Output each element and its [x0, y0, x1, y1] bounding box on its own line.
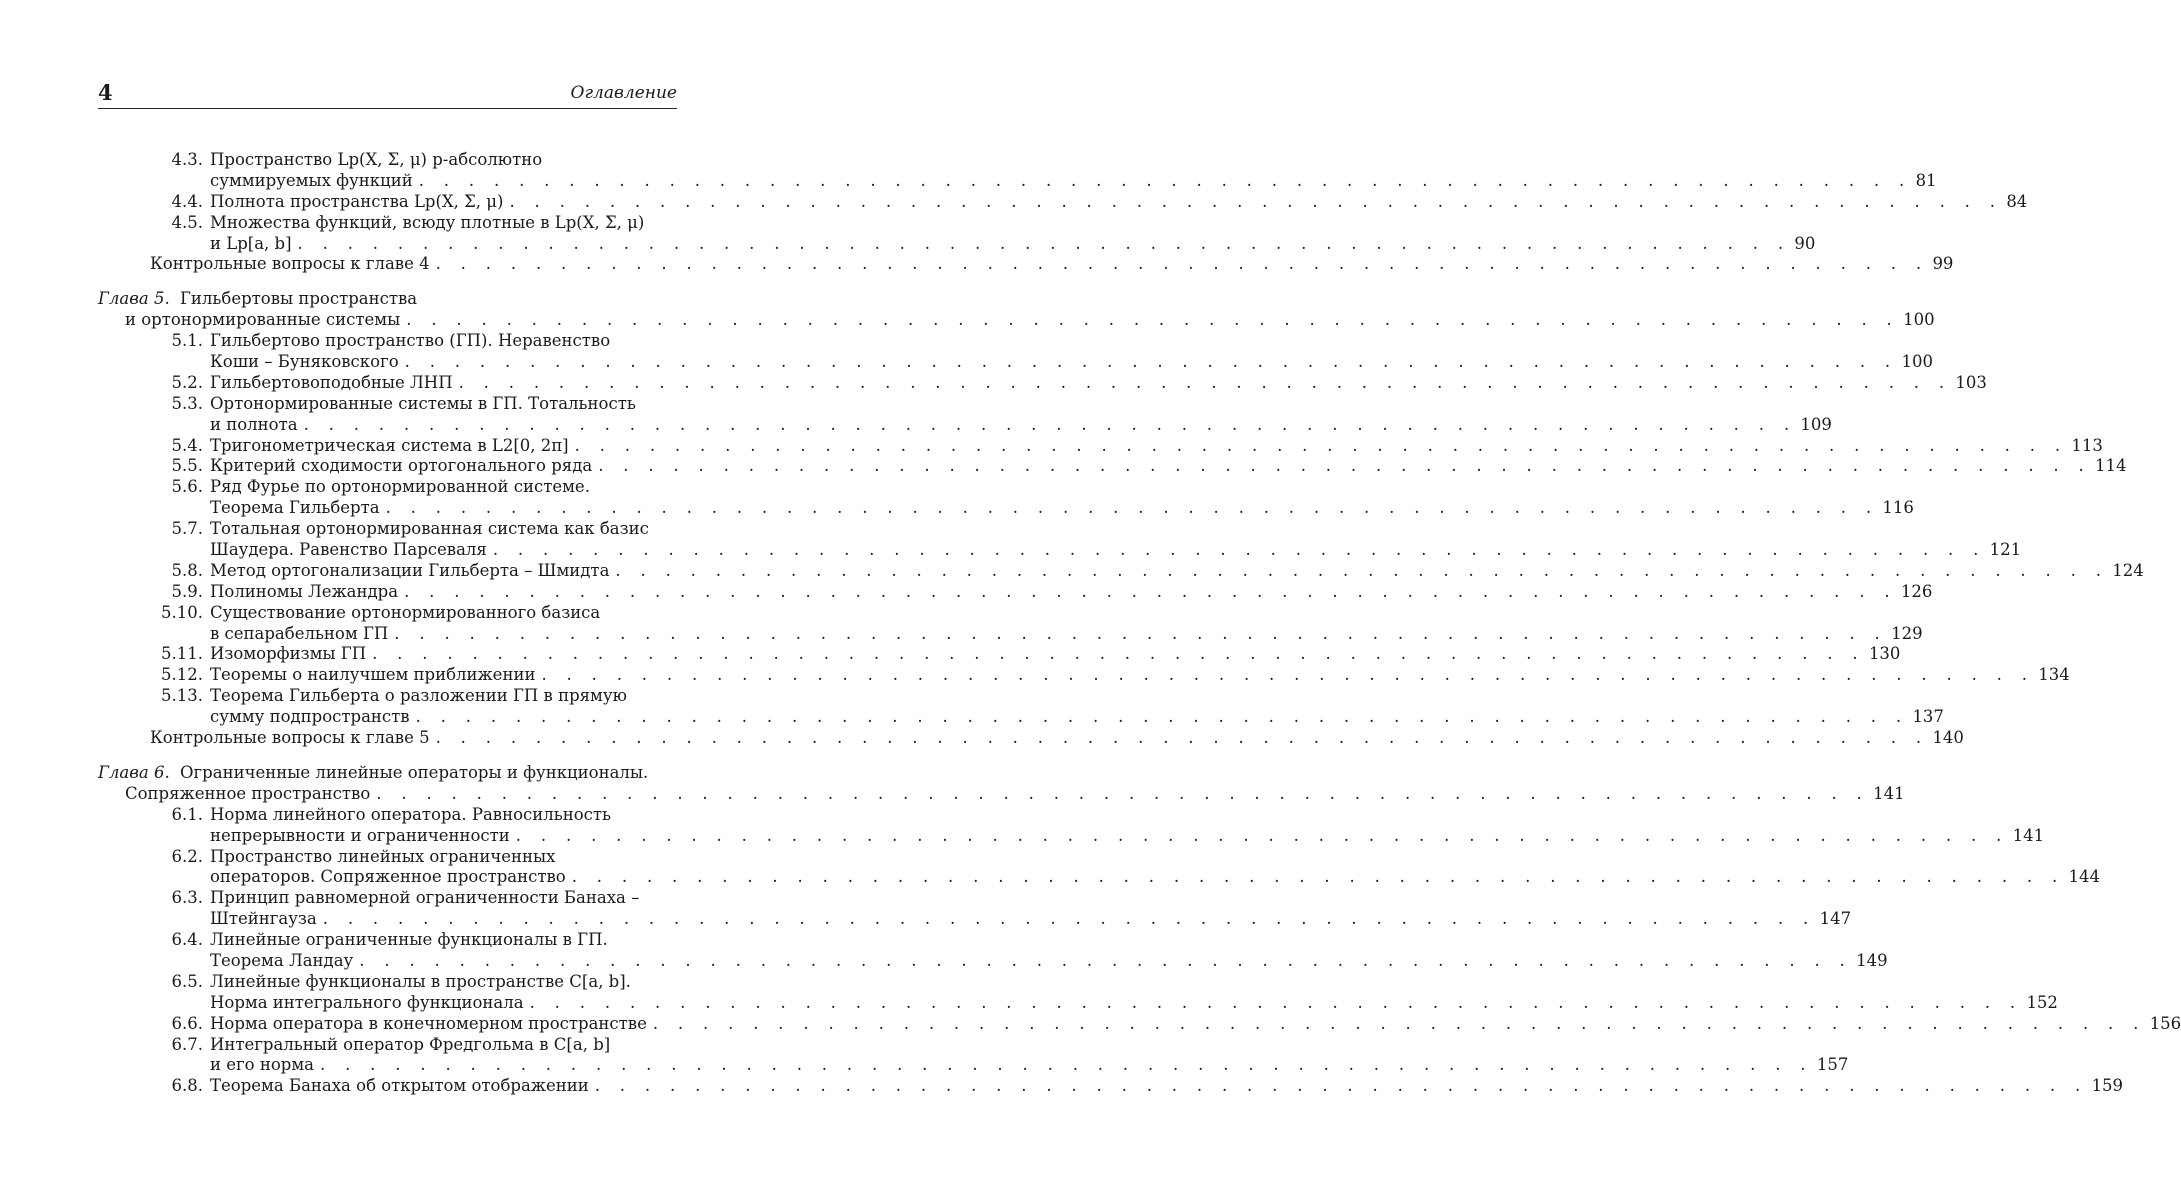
- toc-entry: [98, 1013, 2181, 1035]
- page-ref: 141: [2012, 825, 2045, 845]
- toc-leader-line: [210, 414, 1832, 436]
- page-ref: 129: [1891, 623, 1923, 643]
- toc-leader-line: [150, 728, 1964, 749]
- review-questions-title: Контрольные вопросы к главе 5: [150, 728, 430, 748]
- section-number: 6.6.: [171, 1013, 203, 1033]
- dot-leader: . . . . . . . . . . . . . . . . . . . . . . . . . . . . . . . . . . . . . . . . . . . . . . . . . . . . . . . . . . . .: [594, 1076, 2088, 1096]
- toc-entry: [98, 213, 677, 234]
- section-title: Множества функций, всюду плотные в Lp(X, Σ, μ): [210, 212, 645, 232]
- dot-leader: . . . . . . . . . . . . . . . . . . . . . . . . . . . . . . . . . . . . . . . . . . . . . . . . . . . . . . . . . . . .: [359, 950, 1853, 970]
- dot-leader: . . . . . . . . . . . . . . . . . . . . . . . . . . . . . . . . . . . . . . . . . . . . . . . . . . . . . . . . . . . .: [435, 254, 1929, 274]
- section-title: и его норма: [210, 1055, 314, 1075]
- section-title: и ортонормированные системы: [125, 310, 401, 330]
- section-title: операторов. Сопряженное пространство: [210, 867, 566, 887]
- dot-leader: . . . . . . . . . . . . . . . . . . . . . . . . . . . . . . . . . . . . . . . . . . . . . . . . . . . . . . . . . . . .: [574, 435, 2068, 455]
- section-title: в сепарабельном ГП: [210, 623, 389, 643]
- dot-leader: . . . . . . . . . . . . . . . . . . . . . . . . . . . . . . . . . . . . . . . . . . . . . . . . . . . . . . . . . . . .: [415, 707, 1909, 727]
- section-title: Пространство Lp(X, Σ, μ) p-абсолютно: [210, 150, 543, 169]
- toc-entry: [98, 435, 2103, 457]
- toc-entry: [98, 825, 2045, 847]
- toc-leader-line: [210, 909, 1852, 930]
- section-number: 5.7.: [171, 519, 203, 539]
- dot-leader: . . . . . . . . . . . . . . . . . . . . . . . . . . . . . . . . . . . . . . . . . . . . . . . . . . . . . . . . . . . .: [492, 540, 1986, 560]
- section-title: Теорема Гильберта: [210, 498, 380, 518]
- dot-leader: . . . . . . . . . . . . . . . . . . . . . . . . . . . . . . . . . . . . . . . . . . . . . . . . . . . . . . . . . . . .: [509, 191, 2003, 211]
- dot-leader: . . . . . . . . . . . . . . . . . . . . . . . . . . . . . . . . . . . . . . . . . . . . . . . . . . . . . . . . . . . .: [320, 1055, 1813, 1075]
- section-title: Коши – Буняковского: [210, 352, 399, 372]
- section-number: 5.9.: [171, 581, 203, 601]
- toc-entry: [98, 477, 677, 498]
- toc-entry: [98, 581, 1933, 603]
- toc-leader-line: [210, 581, 1933, 603]
- toc-entry: [98, 909, 1852, 930]
- chapter-label: Глава 5.: [98, 289, 170, 309]
- page-ref: 149: [1856, 950, 1888, 970]
- section-title: Ортонормированные системы в ГП. Тотальность: [210, 393, 636, 413]
- toc-leader-line: [210, 825, 2045, 847]
- toc-entry: [98, 623, 1923, 645]
- page-ref: 114: [2095, 456, 2127, 476]
- section-number: 5.13.: [161, 686, 203, 706]
- toc-entry: [98, 950, 1888, 972]
- section-number: 5.11.: [161, 644, 203, 664]
- page-number: 4: [98, 80, 113, 105]
- dot-leader: . . . . . . . . . . . . . . . . . . . . . . . . . . . . . . . . . . . . . . . . . . . . . . . . . . . . . . . . . . . .: [529, 992, 2023, 1012]
- section-number: 6.5.: [171, 971, 203, 991]
- section-number: 5.6.: [171, 477, 203, 497]
- dot-leader: . . . . . . . . . . . . . . . . . . . . . . . . . . . . . . . . . . . . . . . . . . . . . . . . . . . . . . . . . . . .: [303, 414, 1797, 434]
- section-title: Полнота пространства Lp(X, Σ, μ): [210, 191, 504, 211]
- page-ref: 152: [2026, 992, 2058, 1012]
- chapter-title: Гильбертовы пространства: [180, 289, 418, 309]
- dot-leader: . . . . . . . . . . . . . . . . . . . . . . . . . . . . . . . . . . . . . . . . . . . . . . . . . . . . . . . . . . . .: [385, 498, 1879, 518]
- page-ref: 134: [2038, 665, 2070, 685]
- toc-leader-line: [210, 950, 1888, 972]
- toc-leader-line: [210, 665, 2070, 686]
- section-title: Шаудера. Равенство Парсеваля: [210, 540, 487, 560]
- toc-entry: [98, 352, 1933, 373]
- toc-entry: [98, 191, 2028, 213]
- toc-entry: [98, 707, 1944, 728]
- section-title: и Lp[a, b]: [210, 233, 292, 253]
- toc-entry: [98, 331, 677, 352]
- toc-entry: [98, 972, 677, 993]
- toc-leader-line: [210, 170, 1937, 192]
- toc-entry: [98, 233, 1816, 255]
- page-ref: 103: [1955, 372, 1987, 392]
- section-number: 4.4.: [171, 191, 203, 211]
- page-ref: 84: [2006, 191, 2028, 211]
- dot-leader: . . . . . . . . . . . . . . . . . . . . . . . . . . . . . . . . . . . . . . . . . . . . . . . . . . . . . . . . . . . .: [406, 310, 1900, 330]
- section-number: 6.1.: [171, 804, 203, 824]
- section-title: сумму подпространств: [210, 707, 410, 727]
- toc-entry: [98, 1076, 2124, 1097]
- dot-leader: . . . . . . . . . . . . . . . . . . . . . . . . . . . . . . . . . . . . . . . . . . . . . . . . . . . . . . . . . . . .: [404, 352, 1898, 372]
- section-number: 5.12.: [161, 665, 203, 685]
- page-ref: 141: [1873, 783, 1905, 803]
- page-ref: 100: [1903, 310, 1935, 330]
- section-title: Полиномы Лежандра: [210, 581, 399, 601]
- toc-entry: [98, 847, 677, 868]
- toc-leader-line: [210, 1076, 2124, 1097]
- section-title: Принцип равномерной ограниченности Банаха –: [210, 888, 640, 908]
- toc-entry: [98, 1055, 1849, 1076]
- dot-leader: . . . . . . . . . . . . . . . . . . . . . . . . . . . . . . . . . . . . . . . . . . . . . . . . . . . . . . . . . . . .: [652, 1013, 2146, 1033]
- toc-leader-line: [210, 191, 2028, 213]
- toc-entry: [98, 456, 2127, 477]
- page-ref: 130: [1868, 644, 1901, 664]
- page-ref: 137: [1912, 707, 1944, 727]
- toc-leader-line: [210, 623, 1923, 645]
- toc-gap: [98, 749, 677, 763]
- dot-leader: . . . . . . . . . . . . . . . . . . . . . . . . . . . . . . . . . . . . . . . . . . . . . . . . . . . . . . . . . . . .: [297, 233, 1791, 253]
- toc-leader-line: [210, 560, 2144, 582]
- toc-entry: [98, 560, 2144, 582]
- section-number: 4.3.: [171, 150, 203, 169]
- section-title: Теоремы о наилучшем приближении: [210, 665, 536, 685]
- dot-leader: . . . . . . . . . . . . . . . . . . . . . . . . . . . . . . . . . . . . . . . . . . . . . . . . . . . . . . . . . . . .: [435, 728, 1929, 748]
- section-title: Изоморфизмы ГП: [210, 644, 367, 664]
- page-ref: 99: [1932, 254, 1954, 274]
- chapter-title: Ограниченные линейные операторы и функционалы.: [180, 762, 649, 782]
- section-number: 5.3.: [171, 393, 203, 413]
- section-title: Штейнгауза: [210, 909, 317, 929]
- dot-leader: . . . . . . . . . . . . . . . . . . . . . . . . . . . . . . . . . . . . . . . . . . . . . . . . . . . . . . . . . . . .: [404, 581, 1897, 601]
- dot-leader: . . . . . . . . . . . . . . . . . . . . . . . . . . . . . . . . . . . . . . . . . . . . . . . . . . . . . . . . . . . .: [458, 372, 1952, 392]
- section-title: Теорема Ландау: [210, 950, 354, 970]
- section-title: суммируемых функций: [210, 170, 413, 190]
- toc-entry: [98, 310, 1935, 331]
- toc-entry: [98, 805, 677, 826]
- page-ref: 156: [2149, 1013, 2181, 1033]
- section-title: Тотальная ортонормированная система как базис: [210, 519, 649, 539]
- page-ref: 144: [2068, 867, 2101, 887]
- dot-leader: . . . . . . . . . . . . . . . . . . . . . . . . . . . . . . . . . . . . . . . . . . . . . . . . . . . . . . . . . . . .: [372, 644, 1865, 664]
- toc-entry: [98, 728, 1964, 749]
- section-title: Теорема Гильберта о разложении ГП в прямую: [210, 686, 627, 706]
- section-number: 6.8.: [171, 1076, 203, 1096]
- section-title: и полнота: [210, 414, 298, 434]
- section-number: 6.7.: [171, 1034, 203, 1054]
- dot-leader: . . . . . . . . . . . . . . . . . . . . . . . . . . . . . . . . . . . . . . . . . . . . . . . . . . . . . . . . . . . .: [322, 909, 1816, 929]
- toc-leader-line: [210, 372, 1987, 394]
- toc-entry: [98, 372, 1987, 394]
- toc-leader-line: [210, 456, 2127, 477]
- section-number: 5.5.: [171, 456, 203, 476]
- dot-leader: . . . . . . . . . . . . . . . . . . . . . . . . . . . . . . . . . . . . . . . . . . . . . . . . . . . . . . . . . . . .: [571, 867, 2065, 887]
- section-number: 5.2.: [171, 372, 203, 392]
- section-number: 5.1.: [171, 331, 203, 351]
- section-title: Теорема Банаха об открытом отображении: [210, 1076, 589, 1096]
- toc-entry: [98, 519, 677, 540]
- section-number: 6.2.: [171, 846, 203, 866]
- toc-entry: [98, 992, 2058, 1014]
- section-number: 4.5.: [171, 212, 203, 232]
- section-title: Существование ортонормированного базиса: [210, 602, 601, 622]
- section-number: 5.4.: [171, 435, 203, 455]
- section-title: Сопряженное пространство: [125, 783, 371, 803]
- section-title: Гильбертово пространство (ГП). Неравенство: [210, 331, 611, 351]
- section-number: 5.8.: [171, 560, 203, 580]
- toc-leader-line: [210, 352, 1933, 373]
- toc-entry: [98, 644, 1901, 665]
- section-number: 6.3.: [171, 888, 203, 908]
- toc-gap: [98, 275, 677, 289]
- toc-entry: [98, 540, 2022, 561]
- section-title: непрерывности и ограниченности: [210, 825, 510, 845]
- section-title: Норма интегрального функционала: [210, 992, 524, 1012]
- toc-entry: [98, 289, 677, 310]
- toc-entry: [98, 150, 677, 171]
- page-ref: 140: [1932, 728, 1964, 748]
- toc-entry: [98, 930, 677, 951]
- dot-leader: . . . . . . . . . . . . . . . . . . . . . . . . . . . . . . . . . . . . . . . . . . . . . . . . . . . . . . . . . . . .: [615, 560, 2109, 580]
- toc-leader-line: [210, 233, 1816, 255]
- page-ref: 121: [1989, 540, 2022, 560]
- toc-entry: [98, 763, 677, 784]
- section-title: Линейные ограниченные функционалы в ГП.: [210, 930, 608, 950]
- dot-leader: . . . . . . . . . . . . . . . . . . . . . . . . . . . . . . . . . . . . . . . . . . . . . . . . . . . . . . . . . . . .: [418, 170, 1912, 190]
- page-ref: 157: [1816, 1055, 1849, 1075]
- toc-leader-line: [210, 498, 1914, 519]
- toc-entry: [98, 665, 2070, 686]
- toc-leader-line: [210, 435, 2103, 457]
- toc-entry: [98, 498, 1914, 519]
- toc-entry: [98, 603, 677, 624]
- toc-leader-line: [150, 254, 1954, 275]
- toc-entry: [98, 1035, 677, 1056]
- review-questions-title: Контрольные вопросы к главе 4: [150, 254, 430, 274]
- table-of-contents: [98, 150, 2181, 1097]
- page-ref: 109: [1800, 414, 1832, 434]
- toc-entry: [98, 888, 677, 909]
- toc-leader-line: [210, 1055, 1849, 1076]
- chapter-label: Глава 6.: [98, 762, 170, 782]
- dot-leader: . . . . . . . . . . . . . . . . . . . . . . . . . . . . . . . . . . . . . . . . . . . . . . . . . . . . . . . . . . . .: [541, 665, 2035, 685]
- section-title: Ряд Фурье по ортонормированной системе.: [210, 477, 590, 497]
- section-number: 5.10.: [161, 602, 203, 622]
- page-ref: 147: [1819, 909, 1852, 929]
- toc-leader-line: [210, 707, 1944, 728]
- dot-leader: . . . . . . . . . . . . . . . . . . . . . . . . . . . . . . . . . . . . . . . . . . . . . . . . . . . . . . . . . . . .: [598, 456, 2092, 476]
- section-number: 6.4.: [171, 930, 203, 950]
- running-header: [98, 78, 677, 109]
- page-ref: 116: [1882, 498, 1914, 518]
- page-ref: 124: [2112, 560, 2144, 580]
- toc-leader-line: [125, 783, 1905, 805]
- section-title: Метод ортогонализации Гильберта – Шмидта: [210, 560, 610, 580]
- section-title: Норма линейного оператора. Равносильность: [210, 804, 611, 824]
- section-title: Норма оператора в конечномерном пространстве: [210, 1013, 647, 1033]
- dot-leader: . . . . . . . . . . . . . . . . . . . . . . . . . . . . . . . . . . . . . . . . . . . . . . . . . . . . . . . . . . . .: [394, 623, 1888, 643]
- toc-entry: [98, 394, 677, 415]
- toc-entry: [98, 783, 1905, 805]
- page-ref: 113: [2071, 435, 2103, 455]
- toc-leader-line: [210, 992, 2058, 1014]
- page-ref: 81: [1915, 170, 1937, 190]
- toc-entry: [98, 170, 1937, 192]
- toc-leader-line: [210, 867, 2101, 888]
- page-ref: 100: [1901, 352, 1933, 372]
- page-ref: 90: [1794, 233, 1816, 253]
- section-title: Тригонометрическая система в L2[0, 2π]: [210, 435, 569, 455]
- page-ref: 159: [2091, 1076, 2124, 1096]
- running-title: Оглавление: [570, 83, 677, 103]
- section-title: Гильбертовоподобные ЛНП: [210, 372, 453, 392]
- toc-entry: [98, 686, 677, 707]
- section-title: Линейные функционалы в пространстве C[a, b].: [210, 971, 631, 991]
- toc-entry: [98, 254, 1954, 275]
- toc-leader-line: [210, 644, 1901, 665]
- toc-leader-line: [210, 1013, 2181, 1035]
- section-title: Интегральный оператор Фредгольма в C[a, b]: [210, 1034, 611, 1054]
- dot-leader: . . . . . . . . . . . . . . . . . . . . . . . . . . . . . . . . . . . . . . . . . . . . . . . . . . . . . . . . . . . .: [376, 783, 1870, 803]
- page-ref: 126: [1900, 581, 1933, 601]
- dot-leader: . . . . . . . . . . . . . . . . . . . . . . . . . . . . . . . . . . . . . . . . . . . . . . . . . . . . . . . . . . . .: [515, 825, 2009, 845]
- toc-entry: [98, 414, 1832, 436]
- toc-leader-line: [125, 310, 1935, 331]
- section-title: Критерий сходимости ортогонального ряда: [210, 456, 593, 476]
- toc-entry: [98, 867, 2101, 888]
- section-title: Пространство линейных ограниченных: [210, 846, 556, 866]
- toc-leader-line: [210, 540, 2022, 561]
